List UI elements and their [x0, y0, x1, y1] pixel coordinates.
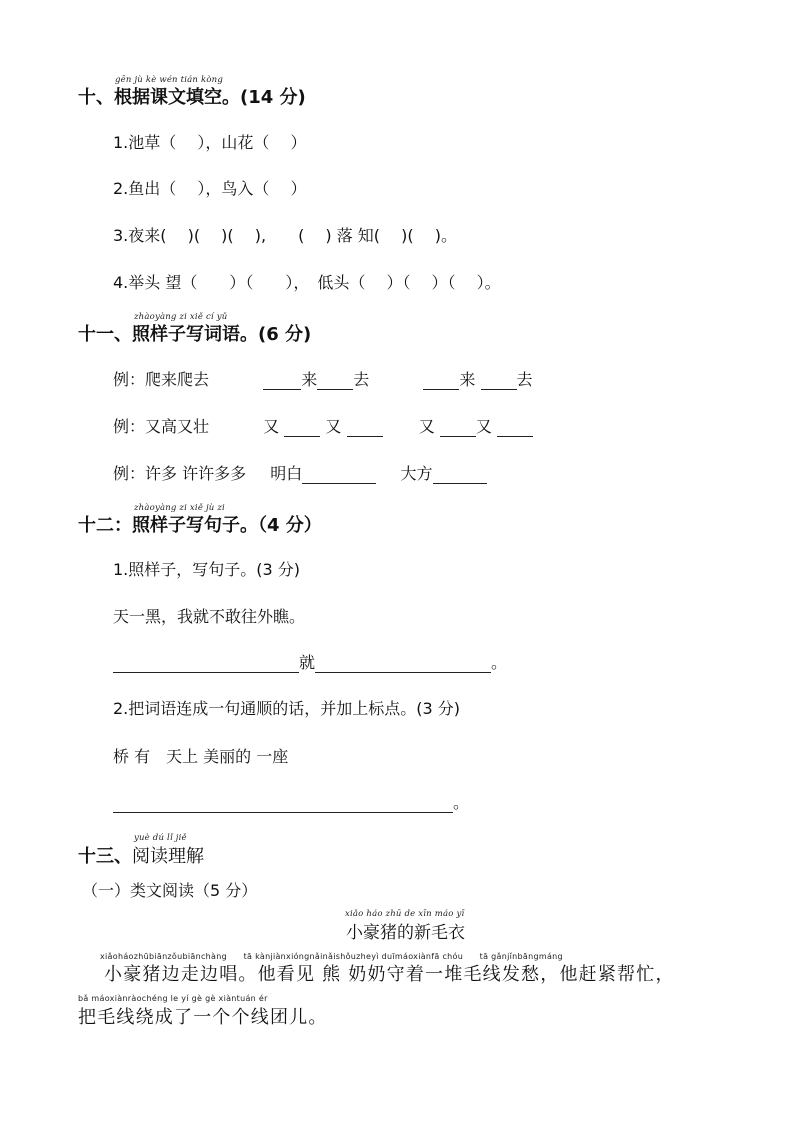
section10-title: 根据课文填空。(14 分)	[114, 87, 306, 108]
example2-answer-a1: 又	[263, 417, 280, 436]
example2-answer-b2: 又	[475, 417, 492, 436]
blank[interactable]	[317, 371, 353, 390]
section10-q2: 2.鱼出（ ），鸟入（ ）	[113, 179, 307, 198]
example1-label: 例：爬来爬去	[113, 370, 210, 389]
section10-pinyin: gēn jù kè wén tián kòng	[115, 75, 223, 85]
example1-answer-a2: 去	[353, 370, 370, 389]
story-title: 小豪猪的新毛衣	[346, 923, 465, 943]
story-title-pinyin: xiǎo háo zhū de xīn máo yī	[345, 909, 465, 919]
example2-answer-b1: 又	[418, 417, 435, 436]
answer-blank[interactable]	[113, 794, 453, 813]
example1-answer-b2: 去	[516, 370, 533, 389]
example2-label: 例：又高又壮	[113, 417, 210, 436]
section10-heading	[78, 83, 306, 109]
example3-word2: 大方	[400, 464, 433, 483]
section11-example3	[113, 461, 487, 484]
blank[interactable]	[497, 418, 533, 437]
section12-q2: 2.把词语连成一句通顺的话，并加上标点。(3 分)	[113, 699, 461, 718]
section12-title: 照样子写句子。（4 分）	[132, 515, 322, 536]
example1-answer-a1: 来	[301, 370, 318, 389]
section13-subsection: （一）类文阅读（5 分）	[82, 881, 258, 900]
blank[interactable]	[347, 418, 383, 437]
section11-number: 十一、	[78, 324, 132, 345]
paragraph-line1: 小豪猪边走边唱。他看见 熊 奶奶守着一堆毛线发愁，他赶紧帮忙，	[104, 964, 675, 985]
blank[interactable]	[302, 465, 376, 484]
section10-q3: 3.夜来( )( )( ), ( ) 落 知( )( )。	[113, 226, 457, 245]
answer-blank[interactable]	[113, 654, 299, 673]
section13-number: 十三、	[78, 846, 132, 867]
section12-number: 十二：	[78, 515, 132, 536]
section12-example: 天一黑，我就不敢往外瞧。	[113, 607, 306, 626]
section11-heading	[78, 320, 311, 346]
blank[interactable]	[284, 418, 320, 437]
blank[interactable]	[423, 371, 459, 390]
example3-label: 例：许多 许许多多	[113, 464, 247, 483]
section13-pinyin: yuè dú lǐ jiě	[134, 833, 187, 843]
section11-pinyin: zhàoyàng zi xiě cí yǔ	[134, 312, 228, 322]
blank[interactable]	[263, 371, 301, 390]
section11-example1	[113, 367, 533, 390]
section12-pinyin: zhàoyàng zi xiě jù zi	[134, 503, 225, 513]
section10-number: 十、	[78, 87, 114, 108]
section12-heading	[78, 511, 322, 537]
blank[interactable]	[433, 465, 487, 484]
example1-answer-b1: 来	[459, 370, 476, 389]
period: 。	[491, 653, 508, 672]
section12-answer-line1	[113, 650, 507, 673]
section11-title: 照样子写词语。(6 分)	[132, 324, 312, 345]
section13-heading	[78, 842, 204, 868]
section10-q4: 4.举头 望（ ）（ ）， 低头（ ）（ ）（ ）。	[113, 273, 501, 292]
section10-q1: 1.池草（ ），山花（ ）	[113, 133, 307, 152]
answer-blank[interactable]	[315, 654, 491, 673]
paragraph-line2: 把毛线绕成了一个个线团儿。	[78, 1007, 328, 1028]
blank[interactable]	[481, 371, 517, 390]
section11-example2	[113, 414, 533, 437]
section13-title: 阅读理解	[132, 846, 204, 867]
section12-words: 桥 有 天上 美丽的 一座	[113, 747, 289, 766]
example2-answer-a2: 又	[325, 417, 342, 436]
period: 。	[453, 793, 470, 812]
connector-jiu: 就	[299, 653, 316, 672]
blank[interactable]	[440, 418, 476, 437]
section12-answer-line2	[113, 790, 469, 813]
example3-word1: 明白	[270, 464, 303, 483]
paragraph-line1-pinyin: xiǎoháozhūbiānzǒubiānchàng tā kànjiànxióngnǎinǎishǒuzheyì duīmáoxiànfā chóu tā gǎnjǐnbāngmáng	[100, 952, 563, 961]
section12-q1: 1.照样子，写句子。(3 分)	[113, 560, 301, 579]
paragraph-line2-pinyin: bǎ máoxiànràochéng le yí gè gè xiàntuán ér	[78, 994, 268, 1003]
